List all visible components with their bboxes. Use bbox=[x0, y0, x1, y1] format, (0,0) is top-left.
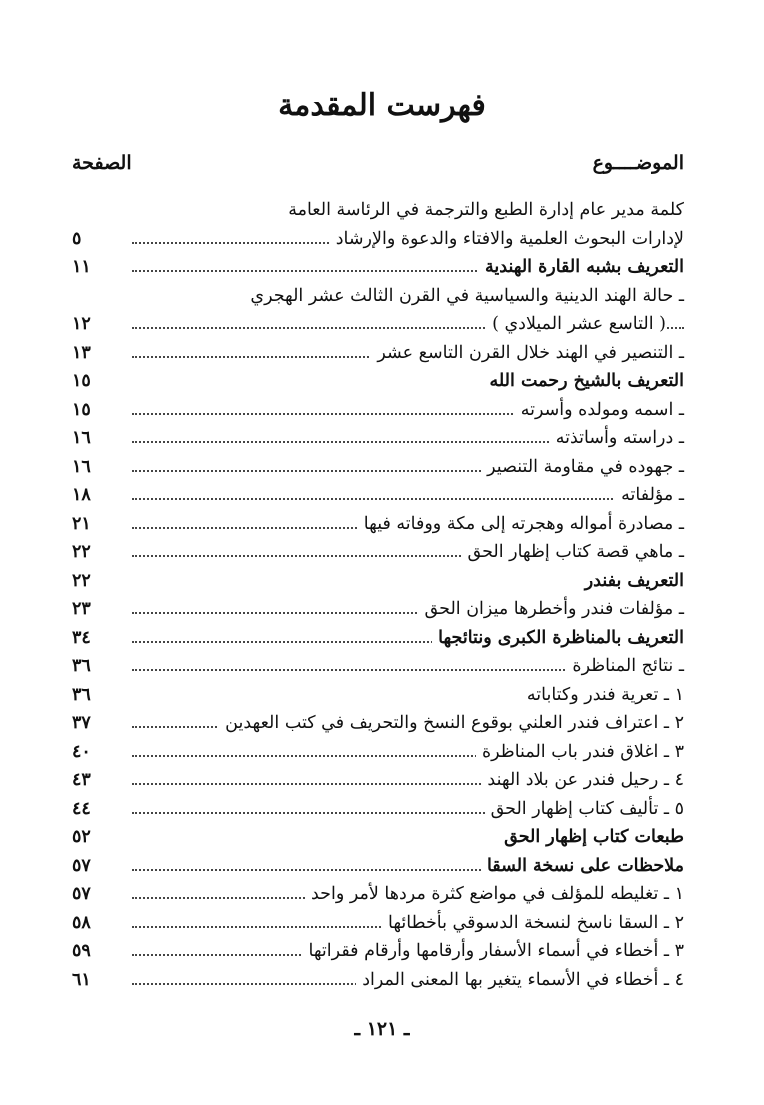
toc-entry bbox=[72, 453, 684, 482]
toc-entry bbox=[72, 966, 684, 995]
toc-entry bbox=[72, 709, 684, 738]
toc-entry-page: ٢٣ bbox=[72, 599, 91, 619]
page-title: فهرست المقدمة bbox=[278, 88, 486, 123]
toc-entry-page: ٣٧ bbox=[72, 713, 91, 733]
toc-entry bbox=[72, 738, 684, 767]
toc-entry-text: التعريف بالمناظرة الكبرى ونتائجها bbox=[432, 624, 684, 653]
toc-entry-text: ـ دراسته وأساتذته bbox=[550, 424, 684, 453]
toc-entry-text: ـ مصادرة أمواله وهجرته إلى مكة ووفاته فيها bbox=[358, 510, 684, 539]
toc-entry bbox=[72, 652, 684, 681]
toc-entry bbox=[72, 595, 684, 624]
toc-entry-text: ١ ـ تغليطه للمؤلف في مواضع كثرة مردها لأمر واحد bbox=[305, 880, 684, 909]
toc-entry bbox=[72, 196, 684, 225]
toc-entry bbox=[72, 567, 684, 596]
page-column-header: الصفحة bbox=[72, 152, 132, 174]
toc-entry bbox=[72, 852, 684, 881]
toc-entry-text: ٥ ـ تأليف كتاب إظهار الحق bbox=[485, 795, 684, 824]
toc-entry-page: ١٥ bbox=[72, 371, 91, 391]
toc-entry-text: ـ مؤلفات فندر وأخطرها ميزان الحق bbox=[419, 595, 684, 624]
column-headers bbox=[72, 152, 684, 184]
toc-entry bbox=[72, 909, 684, 938]
toc-entry-page: ١٦ bbox=[72, 428, 91, 448]
toc-entry-text: ٣ ـ أخطاء في أسماء الأسفار وأرقامها وأرقام فقراتها bbox=[303, 937, 684, 966]
toc-entry bbox=[72, 282, 684, 311]
toc-entry-text: ـ التنصير في الهند خلال القرن التاسع عشر bbox=[371, 339, 684, 368]
toc-entry-text: ـ نتائج المناظرة bbox=[566, 652, 684, 681]
toc-entry bbox=[72, 766, 684, 795]
toc-entry-page: ٤٠ bbox=[72, 741, 91, 762]
toc-entry bbox=[72, 396, 684, 425]
toc-entry bbox=[72, 823, 684, 852]
toc-entry bbox=[72, 339, 684, 368]
toc-entry-text: التعريف بالشيخ رحمت الله bbox=[484, 367, 685, 396]
toc-entry-page: ٣٤ bbox=[72, 627, 91, 648]
toc-entry-text: ٤ ـ أخطاء في الأسماء يتغير بها المعنى المراد bbox=[356, 966, 684, 995]
toc-entry-page: ١٢ bbox=[72, 314, 91, 334]
toc-entry-page: ٦١ bbox=[72, 969, 91, 990]
toc-entry-text: ـ اسمه ومولده وأسرته bbox=[515, 396, 684, 425]
toc-entry-page: ٥٧ bbox=[72, 884, 91, 904]
toc-entry bbox=[72, 880, 684, 909]
toc-entry-text: ٢ ـ اعتراف فندر العلني بوقوع النسخ والتحريف في كتب العهدين bbox=[219, 709, 684, 738]
toc-entry-text: ٤ ـ رحيل فندر عن بلاد الهند bbox=[481, 766, 684, 795]
toc-entry-page: ٥٨ bbox=[72, 912, 91, 933]
toc-entry-text: ـ مؤلفاته bbox=[615, 481, 684, 510]
toc-entry-page: ٣٦ bbox=[72, 684, 91, 705]
page-number: ـ ١٢١ ـ bbox=[354, 1018, 410, 1040]
toc-entry-page: ٢٢ bbox=[72, 542, 91, 562]
toc-entry-text: كلمة مدير عام إدارة الطبع والترجمة في الرئاسة العامة bbox=[282, 196, 684, 225]
toc-entry-page: ٥٢ bbox=[72, 827, 91, 847]
toc-entry-text: التعريف بشبه القارة الهندية bbox=[479, 253, 684, 282]
toc-entry bbox=[72, 624, 684, 653]
toc-entry bbox=[72, 481, 684, 510]
toc-entry bbox=[72, 253, 684, 282]
toc-entry bbox=[72, 681, 684, 710]
toc-entry-page: ٥٩ bbox=[72, 941, 91, 961]
toc-entry-page: ١٥ bbox=[72, 399, 91, 420]
toc-entry-page: ٤٣ bbox=[72, 770, 91, 790]
toc-entry-page: ٢٢ bbox=[72, 570, 91, 591]
toc-entry-text: ٢ ـ السقا ناسخ لنسخة الدسوقي بأخطائها bbox=[382, 909, 684, 938]
toc-entry-page: ١٦ bbox=[72, 456, 91, 477]
toc-entry bbox=[72, 538, 684, 567]
toc-entry-page: ١٨ bbox=[72, 485, 91, 505]
toc-entry-text: ـ حالة الهند الدينية والسياسية في القرن الثالث عشر الهجري bbox=[244, 282, 684, 311]
toc-entry-page: ٥٧ bbox=[72, 855, 91, 876]
toc-entry bbox=[72, 367, 684, 396]
toc-entry-page: ٣٦ bbox=[72, 656, 91, 676]
dot-leader bbox=[132, 498, 684, 500]
toc-entry bbox=[72, 937, 684, 966]
toc-entry-text: ٣ ـ اغلاق فندر باب المناظرة bbox=[476, 738, 684, 767]
toc-entry bbox=[72, 225, 684, 254]
toc-entry-text: لإدارات البحوث العلمية والافتاء والدعوة والإرشاد bbox=[330, 225, 684, 254]
toc-entry bbox=[72, 510, 684, 539]
toc-entry-text: ـ جهوده في مقاومة التنصير bbox=[481, 453, 684, 482]
toc-entry-text: ملاحظات على نسخة السقا bbox=[481, 852, 684, 881]
toc-entry-page: ١١ bbox=[72, 257, 91, 277]
toc-entry-page: ٥ bbox=[72, 228, 82, 249]
toc-entry bbox=[72, 424, 684, 453]
toc-entry-page: ٢١ bbox=[72, 513, 91, 534]
toc-entry-text: ـ ماهي قصة كتاب إظهار الحق bbox=[461, 538, 684, 567]
toc-entry bbox=[72, 795, 684, 824]
toc-entry-page: ١٣ bbox=[72, 342, 91, 363]
toc-entry-page: ٤٤ bbox=[72, 798, 91, 819]
table-of-contents bbox=[72, 196, 684, 994]
toc-entry-text: طبعات كتاب إظهار الحق bbox=[498, 823, 684, 852]
toc-entry-text: ( التاسع عشر الميلادي ) bbox=[486, 310, 666, 339]
toc-entry-text: التعريف بفندر bbox=[579, 567, 684, 596]
topic-column-header: الموضــــوع bbox=[592, 152, 684, 174]
toc-entry bbox=[72, 310, 684, 339]
toc-entry-text: ١ ـ تعرية فندر وكتاباته bbox=[521, 681, 684, 710]
